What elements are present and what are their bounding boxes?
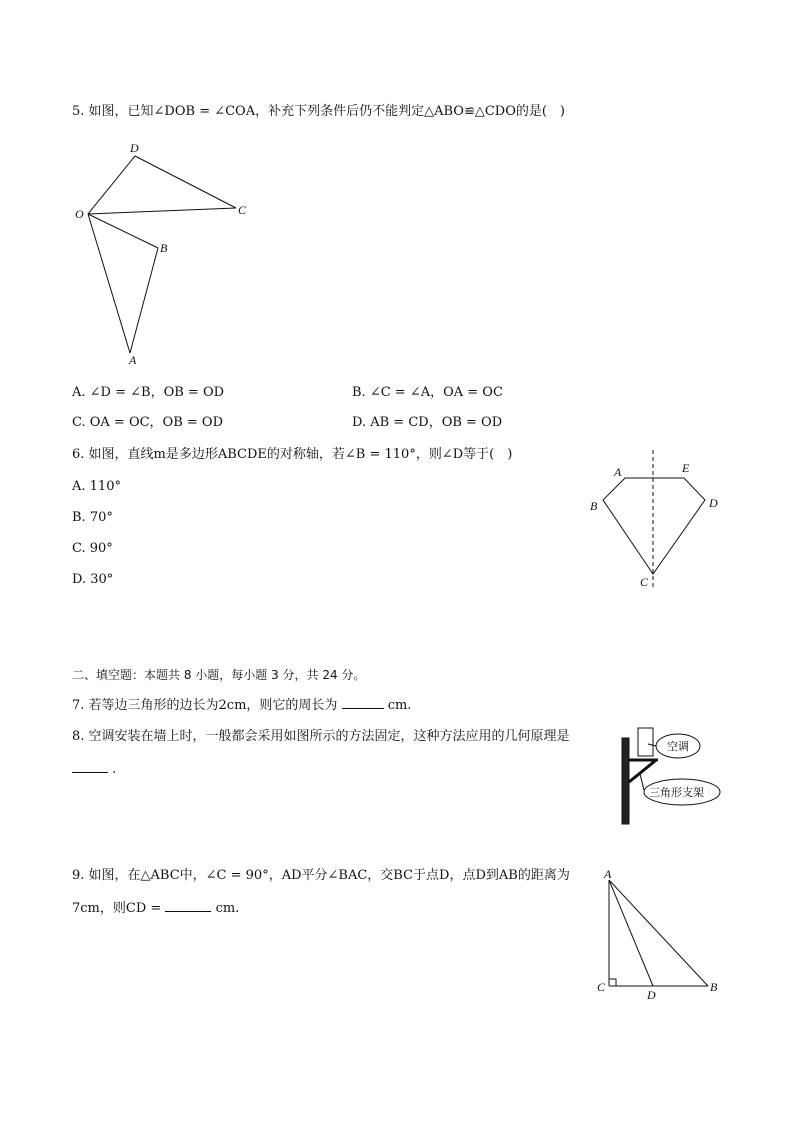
q6-option-a: A. 110°	[72, 479, 121, 494]
q5-label-b: B	[160, 241, 168, 255]
q5-option-a: A. ∠D = ∠B，OB = OD	[72, 385, 225, 400]
q7-stem-after: cm.	[387, 698, 412, 713]
q8-stem: 8. 空调安装在墙上时，一般都会采用如图所示的方法固定，这种方法应用的几何原理是	[72, 729, 570, 744]
q6-label-d: D	[709, 496, 718, 510]
q9-label-c: C	[597, 980, 606, 994]
q5-label-o: O	[75, 207, 84, 221]
q6-label-a: A	[614, 465, 622, 479]
section-fill-blank-heading: 二、填空题：本题共 8 小题，每小题 3 分，共 24 分。	[72, 668, 366, 682]
q9-label-a: A	[604, 867, 612, 881]
q6-label-e: E	[682, 461, 690, 475]
q5-stem: 5. 如图，已知∠DOB = ∠COA，补充下列条件后仍不能判定△ABO≌△CDO的是( )	[72, 104, 566, 119]
q5-option-b: B. ∠C = ∠A，OA = OC	[352, 385, 503, 400]
q7-stem-before: 7. 若等边三角形的边长为2cm，则它的周长为	[72, 698, 338, 713]
q8-label-bracket: 三角形支架	[649, 786, 704, 799]
q9-stem-after: cm.	[215, 901, 240, 916]
q6-stem: 6. 如图，直线m是多边形ABCDE的对称轴，若∠B = 110°，则∠D等于( )	[72, 447, 513, 462]
q6-option-c: C. 90°	[72, 541, 113, 556]
q9-label-b: B	[710, 980, 718, 994]
q6-label-b: B	[590, 499, 598, 513]
q8-label-ac: 空调	[667, 740, 689, 753]
q5-label-c: C	[238, 203, 247, 217]
q5-label-d: D	[130, 141, 139, 155]
q5-label-a: A	[129, 353, 137, 367]
q6-label-c: C	[640, 575, 649, 589]
q8-stem-end: .	[112, 762, 117, 777]
q5-option-d: D. AB = CD，OB = OD	[352, 415, 503, 430]
q9-stem-before: 7cm，则CD =	[72, 901, 162, 916]
q9-label-d: D	[647, 988, 656, 1002]
q6-option-d: D. 30°	[72, 572, 114, 587]
q6-option-b: B. 70°	[72, 510, 113, 525]
q9-stem-line1: 9. 如图，在△ABC中，∠C = 90°，AD平分∠BAC，交BC于点D，点D到AB的距离为	[72, 868, 570, 883]
q5-option-c: C. OA = OC，OB = OD	[72, 415, 224, 430]
